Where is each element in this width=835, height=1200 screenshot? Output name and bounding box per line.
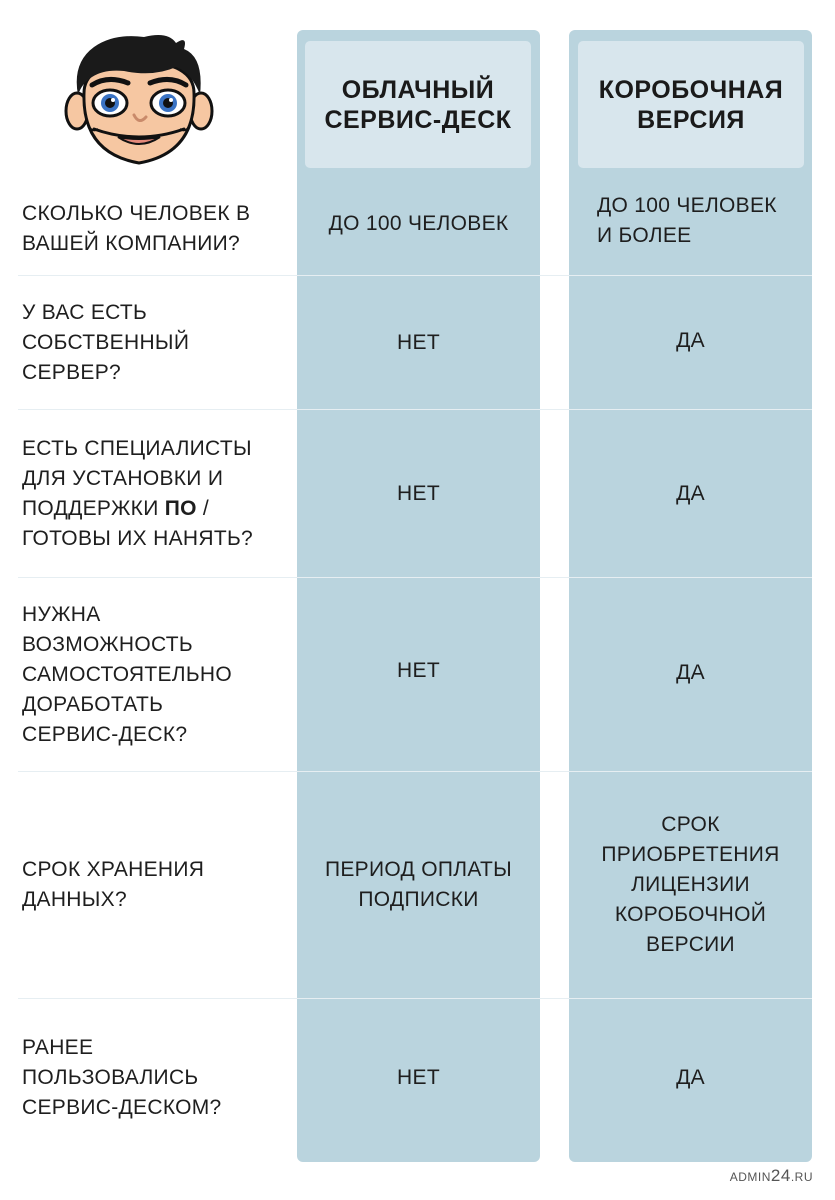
question-company-size: СКОЛЬКО ЧЕЛОВЕК В ВАШЕЙ КОМПАНИИ? <box>22 201 251 255</box>
boxed-answer-company-size: ДО 100 ЧЕЛОВЕК И БОЛЕЕ <box>597 194 777 247</box>
question-specialists <box>22 410 290 577</box>
cloud-header-title: ОБЛАЧНЫЙ СЕРВИС-ДЕСК <box>324 75 512 134</box>
cloud-answer-own-server: НЕТ <box>397 330 440 354</box>
cloud-header <box>305 41 531 168</box>
cloud-answer-specialists: НЕТ <box>397 481 440 505</box>
question-customize: НУЖНА ВОЗМОЖНОСТЬ САМОСТОЯТЕЛЬНО ДОРАБОТАТЬ СЕРВИС-ДЕСК? <box>22 602 233 746</box>
site-watermark <box>730 1166 813 1186</box>
question-used-before: РАНЕЕ ПОЛЬЗОВАЛИСЬ СЕРВИС-ДЕСКОМ? <box>22 1036 222 1119</box>
boxed-answer-specialists: ДА <box>676 481 705 505</box>
cloud-answer-used-before: НЕТ <box>397 1066 440 1089</box>
boxed-answer-used-before: ДА <box>676 1066 705 1089</box>
boxed-answer-data-retention: СРОК ПРИОБРЕТЕНИЯ ЛИЦЕНЗИИ КОРОБОЧНОЙ ВЕРСИИ <box>601 813 780 956</box>
boxed-header <box>578 41 804 168</box>
boxed-answer-customize: ДА <box>676 661 705 684</box>
boxed-answer-own-server: ДА <box>676 329 705 352</box>
cloud-answer-customize: НЕТ <box>397 658 440 682</box>
question-specialists-bold: ПО <box>164 497 197 520</box>
boxed-header-title: КОРОБОЧНАЯ ВЕРСИЯ <box>598 75 784 134</box>
watermark-number: 24 <box>770 1166 791 1185</box>
watermark-prefix: ADMIN <box>729 1170 771 1184</box>
question-own-server: У ВАС ЕСТЬ СОБСТВЕННЫЙ СЕРВЕР? <box>22 300 190 384</box>
avatar-face-icon <box>64 33 214 168</box>
cloud-answer-data-retention: ПЕРИОД ОПЛАТЫ ПОДПИСКИ <box>324 858 513 911</box>
question-specialists-text-end: / ГОТОВЫ ИХ НАНЯТЬ? <box>22 497 254 550</box>
question-data-retention: СРОК ХРАНЕНИЯ ДАННЫХ? <box>22 858 205 911</box>
watermark-suffix: .RU <box>790 1170 813 1184</box>
cloud-answer-company-size: ДО 100 ЧЕЛОВЕК <box>328 212 509 235</box>
question-specialists-text: ЕСТЬ СПЕЦИАЛИСТЫ ДЛЯ УСТАНОВКИ И ПОДДЕРЖКИ <box>22 437 252 520</box>
